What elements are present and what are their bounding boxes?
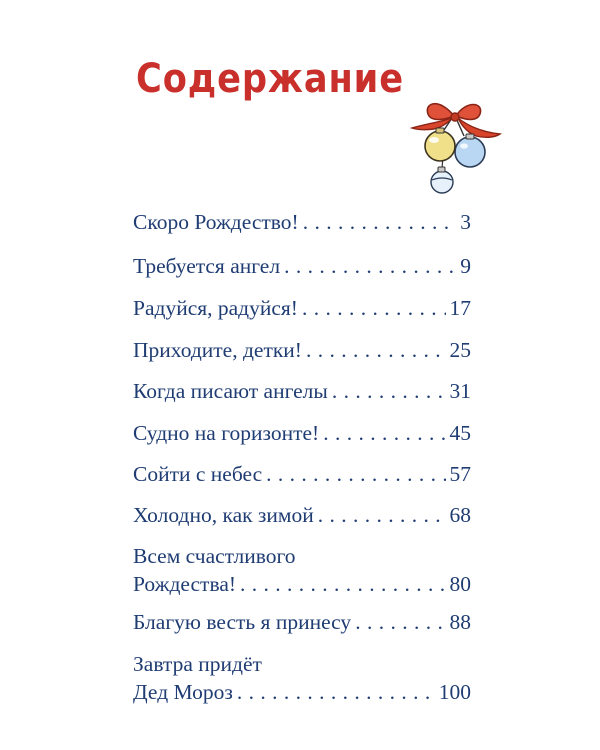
toc-entry-page: 45: [449, 421, 471, 445]
toc-entry-title-line2: Рождества!: [133, 572, 237, 596]
page-title: Содержание: [136, 56, 404, 102]
toc-entry-title-line1: Всем счастливого: [133, 544, 296, 568]
toc-entry-page: 80: [449, 572, 471, 596]
toc-entry-title: Требуется ангел: [133, 254, 281, 278]
toc-entry: [133, 336, 471, 364]
leader-dots: [332, 377, 446, 405]
toc-entry: [133, 294, 471, 322]
toc-entry: [133, 419, 471, 447]
toc-entry: [133, 252, 471, 280]
leader-dots: [306, 336, 446, 364]
leader-dots: [303, 208, 457, 236]
leader-dots: [318, 501, 446, 529]
toc-entry-title: Сойти с небес: [133, 462, 263, 486]
toc-entry-title: Скоро Рождество!: [133, 210, 299, 234]
leader-dots: [355, 608, 445, 636]
leader-dots: [323, 419, 445, 447]
toc-entry-title: Судно на горизонте!: [133, 421, 320, 445]
toc-entry: [133, 542, 471, 598]
toc-entry-page: 68: [449, 503, 471, 527]
toc-entry-title: Радуйся, радуйся!: [133, 296, 298, 320]
toc-entry: [133, 501, 471, 529]
leader-dots: [302, 294, 446, 322]
toc-entry-page: 31: [449, 379, 471, 403]
toc-entry: [133, 377, 471, 405]
christmas-ornaments-icon: [404, 96, 508, 202]
toc-entry: [133, 650, 471, 706]
toc-entry: [133, 460, 471, 488]
toc-entry-title: Благую весть я принесу: [133, 610, 352, 634]
leader-dots: [284, 252, 456, 280]
leader-dots: [266, 460, 445, 488]
toc-entry: [133, 208, 471, 236]
toc-entry-page: 88: [449, 610, 471, 634]
toc-entry-page: 57: [449, 462, 471, 486]
toc-entry-page: 25: [449, 338, 471, 362]
toc-entry-title: Когда писают ангелы: [133, 379, 328, 403]
leader-dots: [240, 570, 445, 598]
toc-entry-title-line2: Дед Мороз: [133, 680, 233, 704]
toc-entry-page: 17: [449, 296, 471, 320]
toc-entry-page: 9: [460, 254, 471, 278]
leader-dots: [237, 678, 435, 706]
toc-entry: [133, 608, 471, 636]
toc-entry-title: Холодно, как зимой: [133, 503, 314, 527]
toc-entry-title-line1: Завтра придёт: [133, 652, 262, 676]
toc-entry-page: 3: [460, 210, 471, 234]
toc-entry-title: Приходите, детки!: [133, 338, 302, 362]
toc-entry-page: 100: [438, 680, 471, 704]
